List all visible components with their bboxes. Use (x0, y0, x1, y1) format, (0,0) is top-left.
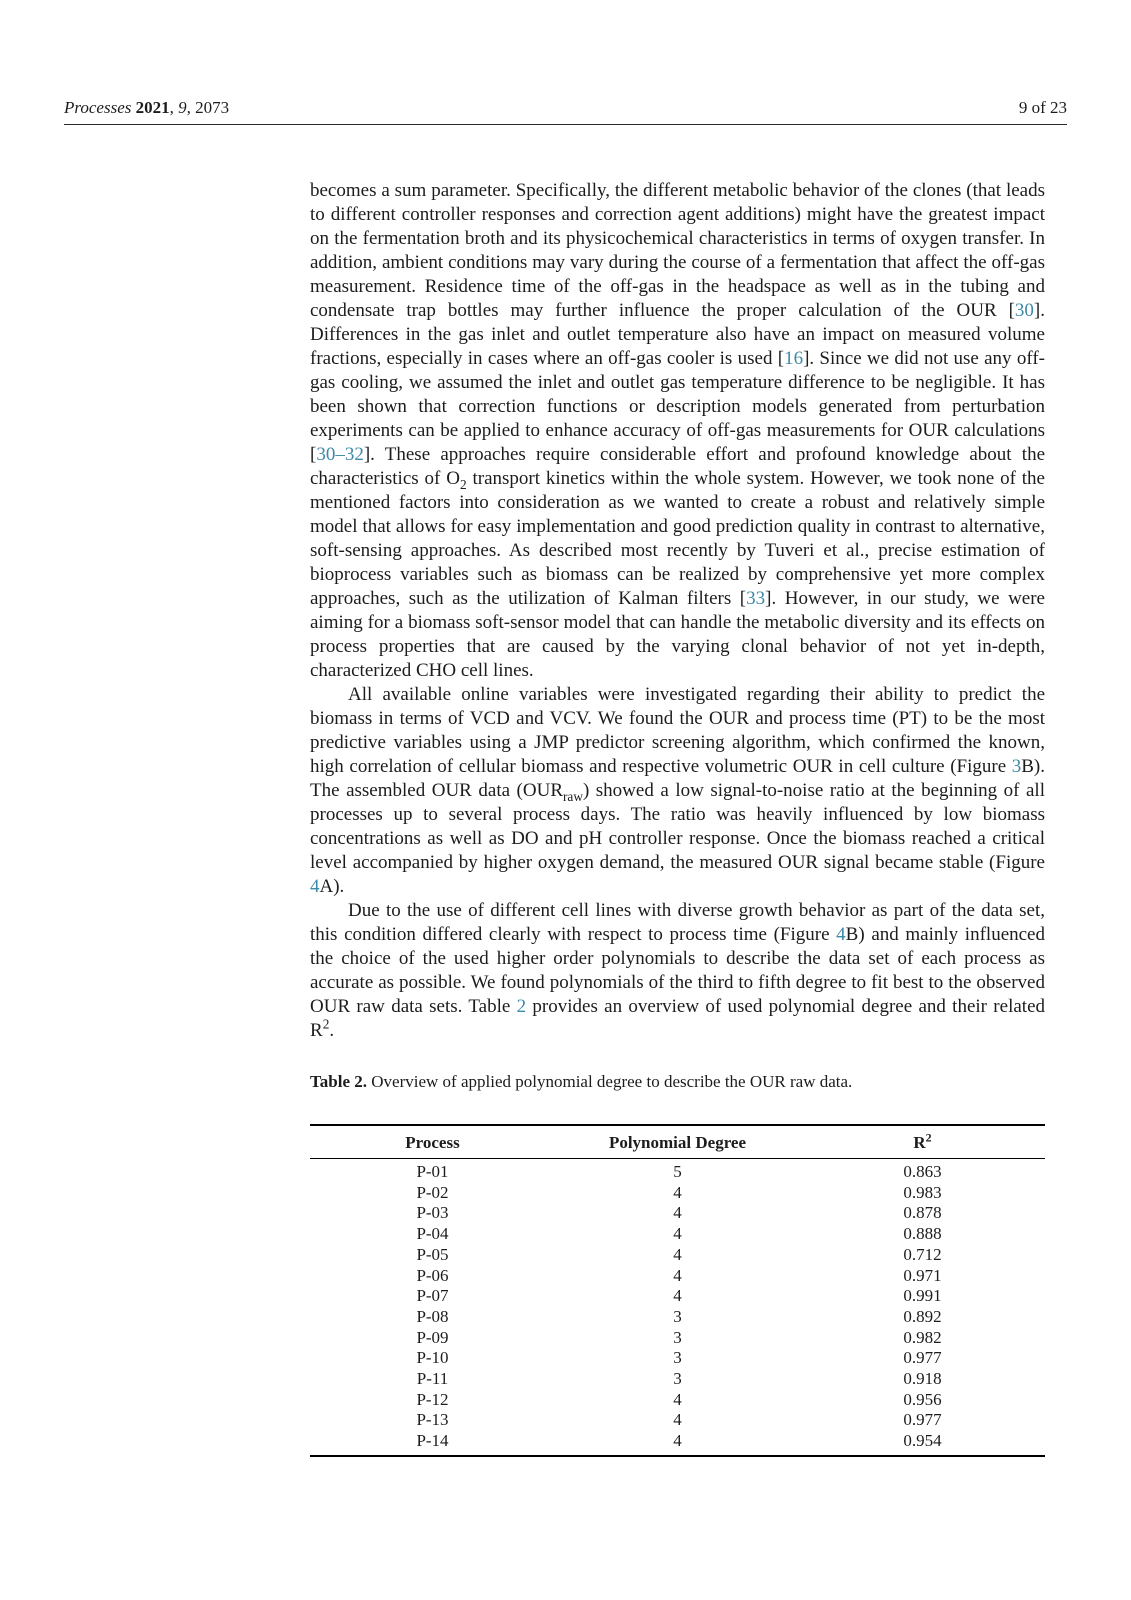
body-paragraph (310, 899, 1045, 1043)
process-cell: P-13 (416, 1410, 449, 1430)
citation-link[interactable]: 16 (784, 348, 804, 369)
degree-cell: 3 (673, 1369, 682, 1389)
paragraph-text: ) showed a low signal-to-noise ratio at the beginning of all processes up to several process days. The ratio was heavily influenced by low biomass concentrations as well as DO and pH controller response. Once the biomass reached a critical level accompanied by higher oxygen demand, the measured OUR signal became stable (Figure (310, 780, 1045, 873)
table-row (310, 1410, 1045, 1431)
process-cell: P-11 (416, 1369, 449, 1389)
paragraph-text: provides an overview of used polynomial degree and their related R (310, 996, 1045, 1041)
process-cell: P-14 (416, 1431, 449, 1451)
header-citation-segment: , (169, 98, 179, 117)
degree-cell: 4 (673, 1431, 682, 1451)
degree-cell: 3 (673, 1348, 682, 1368)
degree-cell: 4 (673, 1410, 682, 1430)
table-row (310, 1159, 1045, 1183)
table-row (310, 1266, 1045, 1287)
header-divider (64, 124, 1067, 125)
citation-link[interactable]: 4 (836, 924, 846, 945)
degree-cell: 4 (673, 1224, 682, 1244)
r2-cell: 0.977 (903, 1348, 942, 1368)
r2-cell: 0.982 (903, 1327, 942, 1347)
process-cell: P-03 (416, 1203, 449, 1223)
article-body (310, 179, 1045, 1457)
process-cell: P-07 (416, 1286, 449, 1306)
r2-cell: 0.863 (903, 1162, 942, 1181)
header-citation-segment: Processes (64, 98, 136, 117)
r2-cell: 0.977 (903, 1410, 942, 1430)
subscript-text: 2 (459, 476, 467, 492)
journal-citation (64, 99, 229, 116)
table-header (310, 1125, 1045, 1159)
running-header (64, 99, 1067, 116)
body-paragraph (310, 683, 1045, 899)
column-header-label: R (913, 1133, 926, 1152)
r2-cell: 0.956 (903, 1389, 942, 1409)
subscript-text: raw (563, 788, 583, 804)
paragraph-text: ]. Differences in the gas inlet and outlet temperature also have an impact on measured volume fractions, especially in cases where an off-gas cooler is used [ (310, 300, 1045, 369)
degree-cell: 4 (673, 1182, 682, 1202)
table-caption-text: Overview of applied polynomial degree to describe the OUR raw data. (367, 1072, 853, 1091)
paragraph-text: B) and mainly influenced the choice of the used higher order polynomials to describe the data set of each process as accurate as possible. We found polynomials of the third to fifth degree to fit best to the observed OUR raw data sets. Table (310, 924, 1045, 1017)
table-header-row (310, 1125, 1045, 1159)
table-row (310, 1224, 1045, 1245)
polynomial-degree-table (310, 1124, 1045, 1457)
body-paragraphs (310, 179, 1045, 1043)
r2-cell: 0.991 (903, 1286, 942, 1306)
degree-cell: 4 (673, 1203, 682, 1223)
table-row (310, 1431, 1045, 1456)
column-header-label: Process (405, 1133, 460, 1152)
process-cell: P-06 (416, 1265, 449, 1285)
citation-link[interactable]: 4 (310, 876, 320, 897)
table-row (310, 1183, 1045, 1204)
degree-cell: 4 (673, 1244, 682, 1264)
paragraph-text: ]. However, in our study, we were aiming for a biomass soft-sensor model that can handle the metabolic diversity and its effects on process properties that are caused by the varying clonal behavior of not yet in-depth, characterized CHO cell lines. (310, 588, 1045, 681)
r2-cell: 0.971 (903, 1265, 942, 1285)
table-caption-label: Table 2. (310, 1072, 368, 1091)
process-cell: P-04 (416, 1224, 449, 1244)
table-row (310, 1348, 1045, 1369)
column-header (555, 1125, 800, 1159)
table-row (310, 1307, 1045, 1328)
r2-cell: 0.983 (903, 1182, 942, 1202)
citation-link[interactable]: 3 (1011, 756, 1022, 777)
table-body (310, 1159, 1045, 1456)
table-row (310, 1286, 1045, 1307)
column-header (310, 1125, 555, 1159)
paragraph-text: All available online variables were investigated regarding their ability to predict the biomass in terms of VCD and VCV. We found the OUR and process time (PT) to be the most predictive variables using a JMP predictor screening algorithm, which confirmed the known, high correlation of cellular biomass and respective volumetric OUR in cell culture (Figure (310, 684, 1045, 777)
superscript-text: 2 (925, 1130, 932, 1145)
header-citation-segment: 9 (178, 98, 187, 117)
degree-cell: 4 (673, 1265, 682, 1285)
r2-cell: 0.954 (903, 1431, 942, 1451)
process-cell: P-09 (416, 1327, 449, 1347)
table-caption (310, 1071, 1045, 1093)
header-citation-segment: 2021 (135, 98, 170, 117)
paragraph-text: ]. These approaches require considerable effort and profound knowledge about the characteristics of O (310, 444, 1045, 489)
table-row (310, 1328, 1045, 1349)
table-row (310, 1369, 1045, 1390)
table-row (310, 1390, 1045, 1411)
r2-cell: 0.918 (903, 1369, 942, 1389)
process-cell: P-01 (416, 1162, 449, 1181)
degree-cell: 4 (673, 1389, 682, 1409)
citation-link[interactable]: 30–32 (316, 444, 364, 465)
degree-cell: 3 (673, 1327, 682, 1347)
paragraph-text: Due to the use of different cell lines with diverse growth behavior as part of the data set, this condition differed clearly with respect to process time (Figure (310, 900, 1045, 945)
paragraph-text: . (329, 1020, 335, 1041)
paragraph-text: A). (319, 876, 345, 897)
citation-link[interactable]: 2 (516, 996, 527, 1017)
degree-cell: 3 (673, 1306, 682, 1326)
process-cell: P-05 (416, 1244, 449, 1264)
body-paragraph (310, 179, 1045, 683)
citation-link[interactable]: 30 (1014, 300, 1034, 321)
process-cell: P-12 (416, 1389, 449, 1409)
r2-cell: 0.878 (903, 1203, 942, 1223)
page-number: 9 of 23 (1018, 98, 1067, 117)
r2-cell: 0.892 (903, 1306, 942, 1326)
process-cell: P-10 (416, 1348, 449, 1368)
column-header (800, 1125, 1045, 1159)
process-cell: P-02 (416, 1182, 449, 1202)
column-header-label: Polynomial Degree (608, 1133, 747, 1152)
paragraph-text: transport kinetics within the whole system. However, we took none of the mentioned factors into consideration as we wanted to create a robust and relatively simple model that allows for easy implementation and good prediction quality in contrast to alternative, soft-sensing approaches. As described most recently by Tuveri et al., precise estimation of bioprocess variables such as biomass can be realized by comprehensive yet more complex approaches, such as the utilization of Kalman filters [ (310, 468, 1045, 609)
superscript-text: 2 (322, 1016, 330, 1032)
r2-cell: 0.888 (903, 1224, 942, 1244)
citation-link[interactable]: 33 (746, 588, 766, 609)
degree-cell: 5 (673, 1162, 682, 1181)
r2-cell: 0.712 (903, 1244, 942, 1264)
degree-cell: 4 (673, 1286, 682, 1306)
paragraph-text: becomes a sum parameter. Specifically, the different metabolic behavior of the clones (that leads to different controller responses and correction agent additions) might have the greatest impact on the fermentation broth and its physicochemical characteristics in terms of oxygen transfer. In addition, ambient conditions may vary during the course of a fermentation that affect the off-gas measurement. Residence time of the off-gas in the headspace as well as in the tubing and condensate trap bottles may further influence the proper calculation of the OUR [ (310, 180, 1045, 321)
table-row (310, 1245, 1045, 1266)
table-row (310, 1203, 1045, 1224)
header-citation-segment: , 2073 (186, 98, 230, 117)
paragraph-text: B). The assembled OUR data (OUR (310, 756, 1045, 801)
paragraph-text: ]. Since we did not use any off-gas cooling, we assumed the inlet and outlet gas temperature difference to be negligible. It has been shown that correction functions or description models generated from perturbation experiments can be applied to enhance accuracy of off-gas measurements for OUR calculations [ (310, 348, 1045, 465)
process-cell: P-08 (416, 1306, 449, 1326)
